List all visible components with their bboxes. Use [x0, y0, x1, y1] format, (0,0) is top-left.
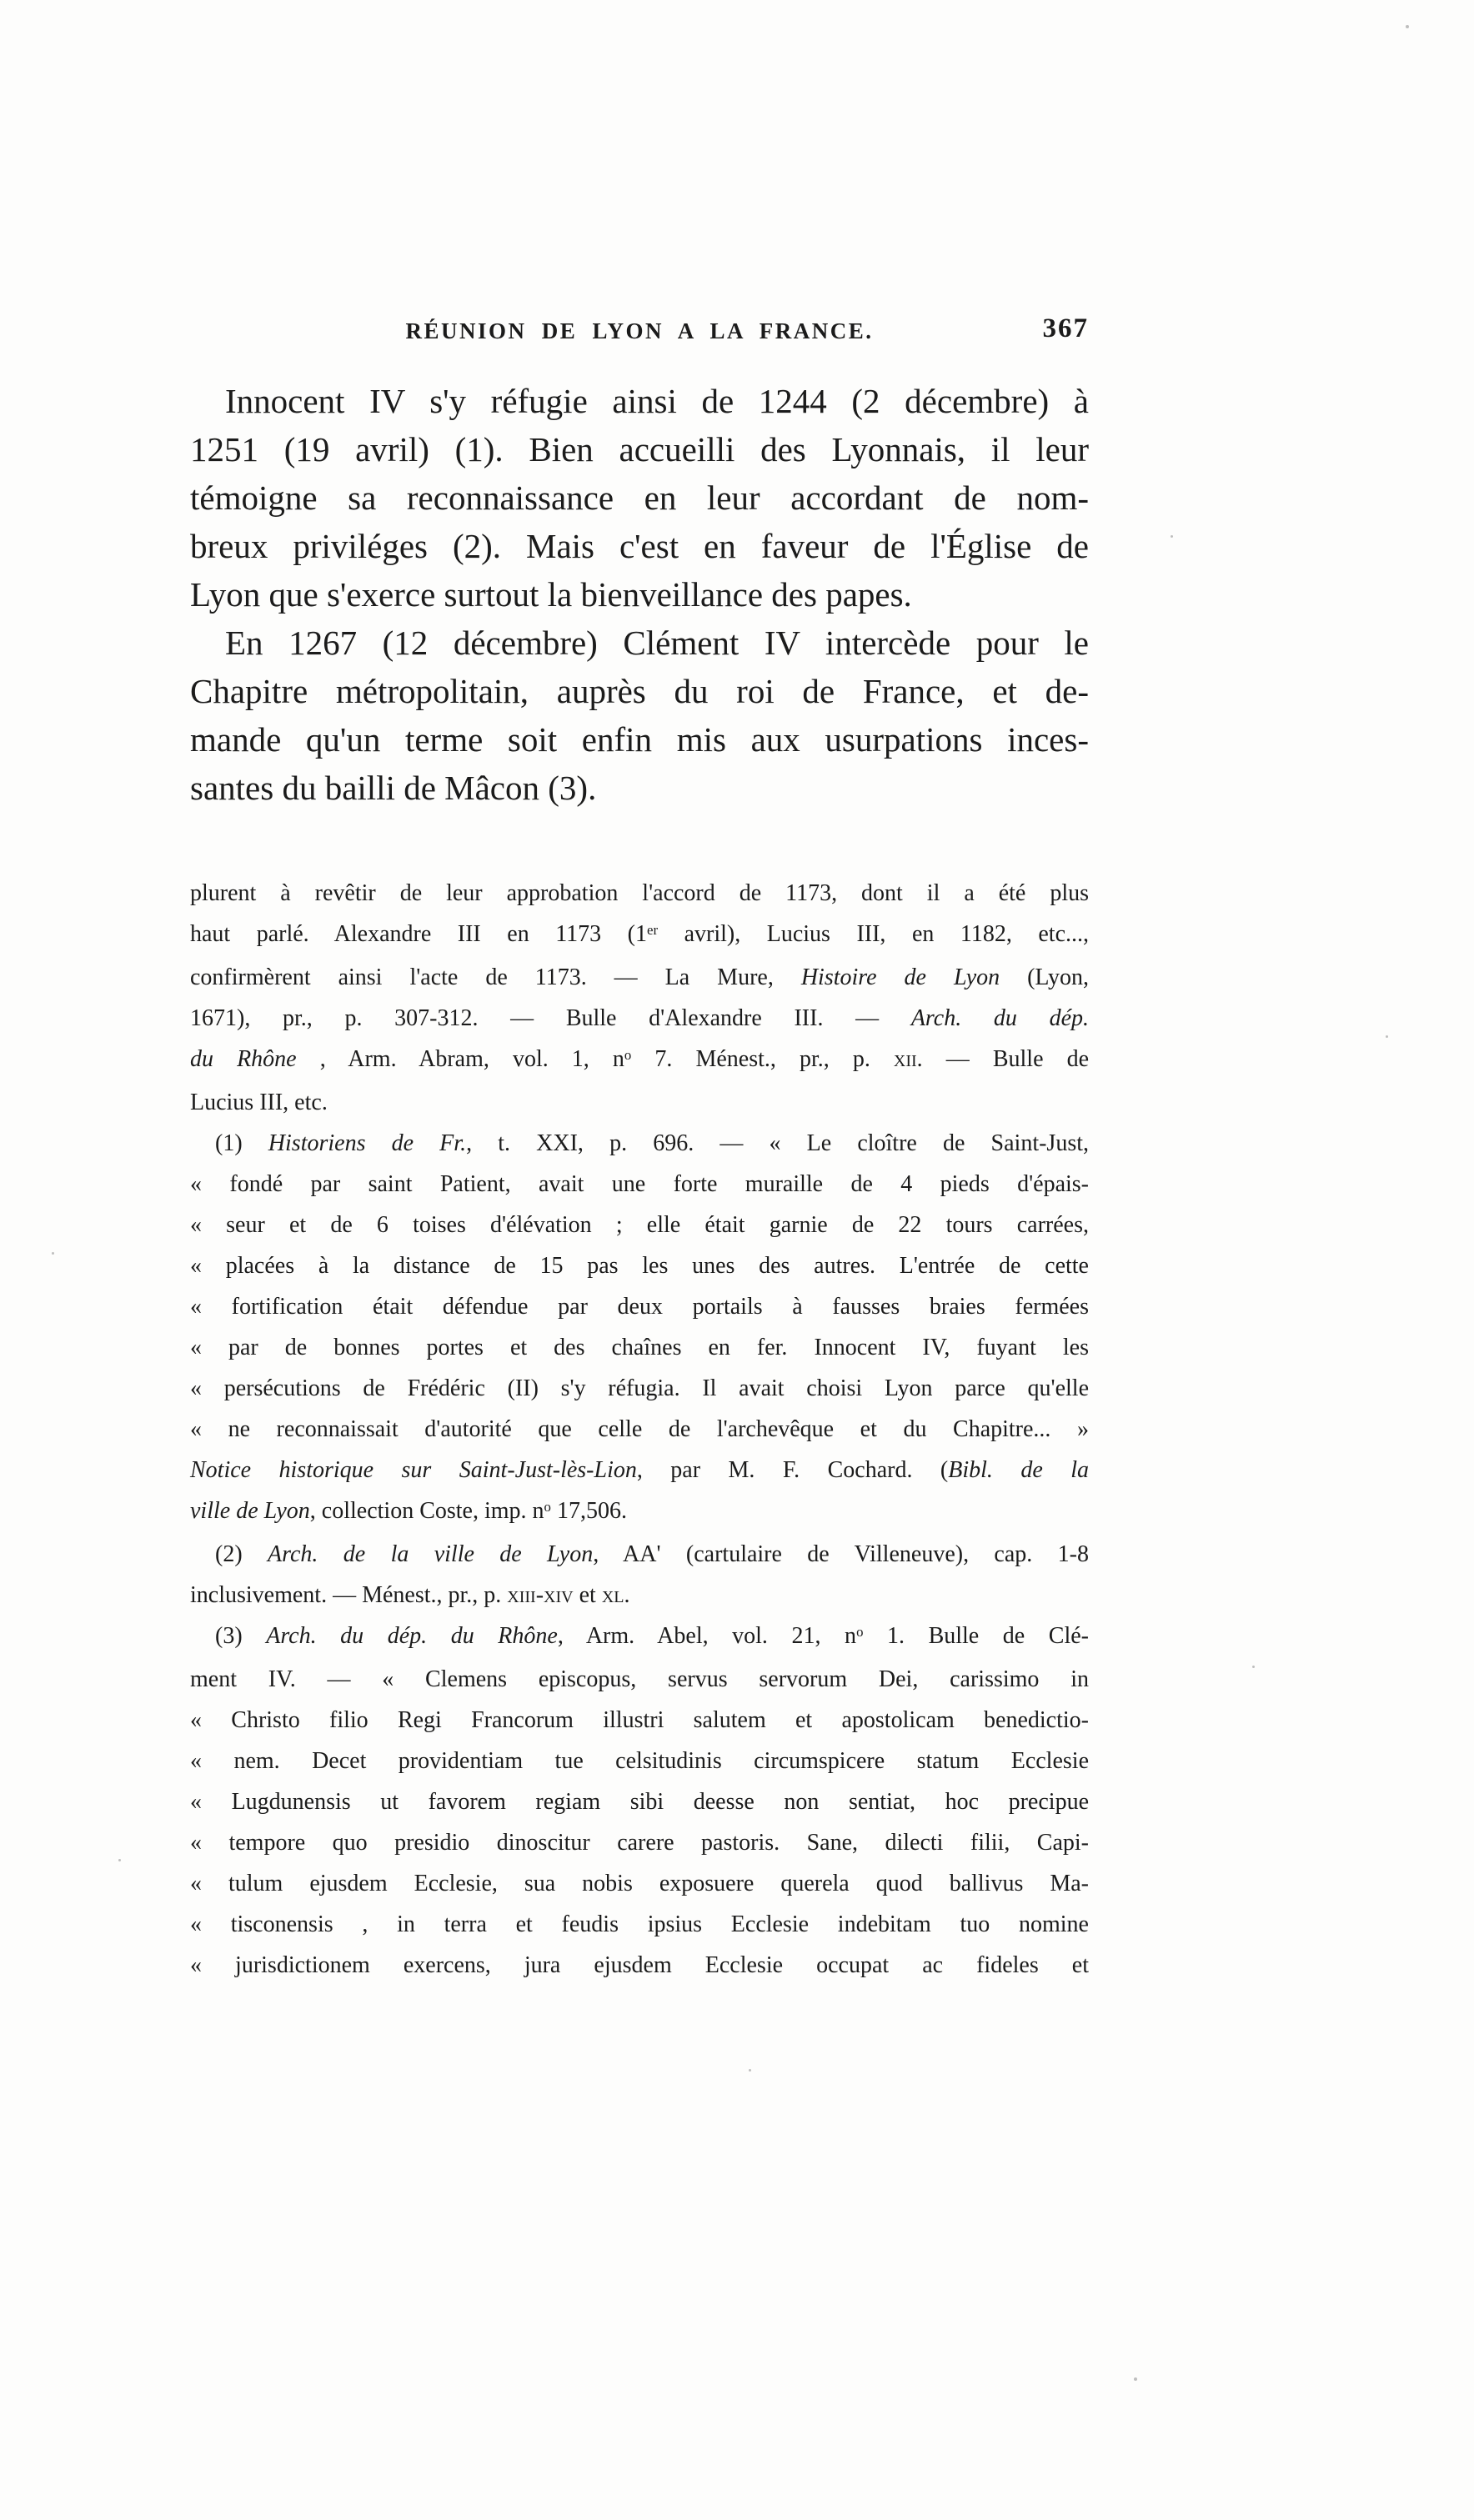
text-line: Chapitre métropolitain, auprès du roi de France, et de-	[190, 672, 1089, 710]
paragraph	[190, 1534, 1089, 1616]
scan-speck	[1406, 25, 1409, 28]
text-line: « fondé par saint Patient, avait une forte muraille de 4 pieds d'épais-	[190, 1171, 1089, 1197]
text-line: confirmèrent ainsi l'acte de 1173. — La Mure, Histoire de Lyon (Lyon,	[190, 964, 1089, 990]
text-line: 1251 (19 avril) (1). Bien accueilli des Lyonnais, il leur	[190, 430, 1089, 468]
scan-speck	[118, 1859, 121, 1861]
scan-speck	[52, 1252, 54, 1255]
running-title: RÉUNION DE LYON A LA FRANCE.	[405, 318, 874, 343]
scan-speck	[1171, 535, 1173, 538]
text-line: plurent à revêtir de leur approbation l'accord de 1173, dont il a été plus	[190, 880, 1089, 906]
text-line: ment IV. — « Clemens episcopus, servus servorum Dei, carissimo in	[190, 1666, 1089, 1692]
paragraph	[190, 619, 1089, 812]
page-number: 367	[1042, 313, 1089, 343]
scan-speck	[1386, 1035, 1388, 1038]
text-line: « placées à la distance de 15 pas les unes des autres. L'entrée de cette	[190, 1253, 1089, 1279]
text-line: En 1267 (12 décembre) Clément IV intercède pour le	[225, 624, 1089, 662]
text-line: « ne reconnaissait d'autorité que celle de l'archevêque et du Chapitre... »	[190, 1416, 1089, 1442]
paragraph	[190, 873, 1089, 1123]
text-line: breux priviléges (2). Mais c'est en faveur de l'Église de	[190, 527, 1089, 565]
text-line: Lyon que s'exerce surtout la bienveillance des papes.	[190, 575, 912, 614]
text-line: (2) Arch. de la ville de Lyon, AA' (cartulaire de Villeneuve), cap. 1-8	[215, 1541, 1089, 1567]
text-line: « jurisdictionem exercens, jura ejusdem Ecclesie occupat ac fideles et	[190, 1952, 1089, 1978]
text-line: Lucius III, etc.	[190, 1090, 328, 1115]
text-line: témoigne sa reconnaissance en leur accordant de nom-	[190, 478, 1089, 517]
text-line: (3) Arch. du dép. du Rhône, Arm. Abel, vol. 21, $n^o$ 1. Bulle de Clé-	[215, 1623, 1089, 1649]
text-line: « Christo filio Regi Francorum illustri salutem et apostolicam benedictio-	[190, 1707, 1089, 1733]
text-line: « persécutions de Frédéric (II) s'y réfugia. Il avait choisi Lyon parce qu'elle	[190, 1375, 1089, 1401]
text-line: « tempore quo presidio dinoscitur carere pastoris. Sane, dilecti filii, Capi-	[190, 1830, 1089, 1856]
footnotes-block	[190, 873, 1089, 1986]
text-line: ville de Lyon, collection Coste, imp. $n^o$ 17,506.	[190, 1498, 627, 1524]
scan-speck	[1252, 1666, 1255, 1668]
text-line: Innocent IV s'y réfugie ainsi de 1244 (2 décembre) à	[225, 382, 1089, 420]
text-line: (1) Historiens de Fr., t. XXI, p. 696. — « Le cloître de Saint-Just,	[215, 1130, 1090, 1156]
text-line: « tulum ejusdem Ecclesie, sua nobis exposuere querela quod ballivus Ma-	[190, 1871, 1089, 1896]
text-line: « fortification était défendue par deux portails à fausses braies fermées	[190, 1294, 1089, 1320]
scan-speck	[1134, 2377, 1137, 2381]
scan-speck	[749, 2069, 751, 2072]
text-line: « tisconensis , in terra et feudis ipsius Ecclesie indebitam tuo nomine	[190, 1911, 1089, 1937]
text-line: « seur et de 6 toises d'élévation ; elle était garnie de 22 tours carrées,	[190, 1212, 1089, 1238]
text-line: « par de bonnes portes et des chaînes en fer. Innocent IV, fuyant les	[190, 1335, 1089, 1360]
text-line: santes du bailli de Mâcon (3).	[190, 769, 597, 807]
text-line: « nem. Decet providentiam tue celsitudinis circumspicere statum Ecclesie	[190, 1748, 1089, 1774]
page-header	[190, 315, 1089, 353]
text-line: 1671), pr., p. 307-312. — Bulle d'Alexandre III. — Arch. du dép.	[190, 1005, 1089, 1031]
text-line: du Rhône , Arm. Abram, vol. 1, $n^o$ 7. Ménest., pr., p. xii. — Bulle de	[190, 1046, 1090, 1072]
text-line: haut parlé. Alexandre III en 1173 (1er avril), Lucius III, en 1182, etc...,	[190, 921, 1089, 947]
text-line: mande qu'un terme soit enfin mis aux usurpations inces-	[190, 720, 1089, 759]
text-line: Notice historique sur Saint-Just-lès-Lion, par M. F. Cochard. (Bibl. de la	[190, 1457, 1089, 1483]
paragraph	[190, 1123, 1089, 1534]
main-text-block	[190, 377, 1089, 812]
text-line: inclusivement. — Ménest., pr., p. xiii-xiv et xl.	[190, 1582, 630, 1608]
text-line: « Lugdunensis ut favorem regiam sibi deesse non sentiat, hoc precipue	[190, 1789, 1089, 1815]
paragraph	[190, 1616, 1089, 1986]
paragraph	[190, 377, 1089, 619]
